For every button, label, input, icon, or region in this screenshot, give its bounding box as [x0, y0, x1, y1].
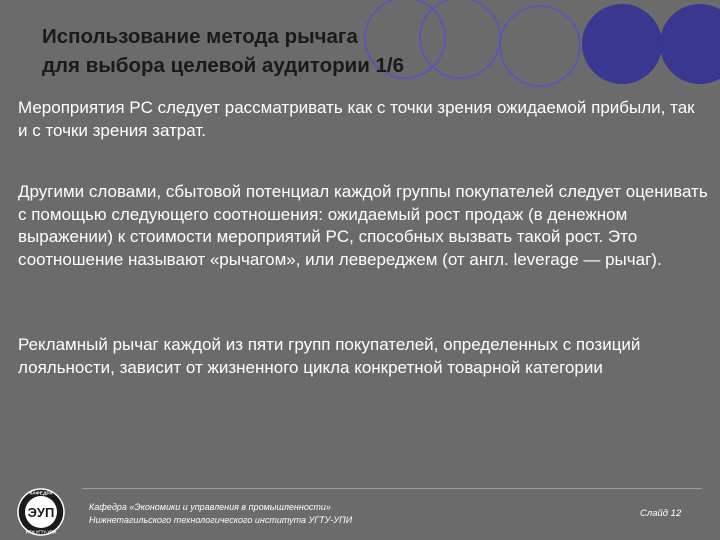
logo-top-text: КАФЕДРА	[29, 491, 53, 497]
title-line-1: Использование метода рычага	[42, 25, 358, 48]
page-title	[42, 22, 602, 80]
logo-bottom-text: НТИ УГТУ-УПИ	[26, 529, 56, 535]
paragraph-3: Рекламный рычаг каждой из пяти групп покупателей, определенных с позиций лояльности, зависит от жизненного цикла конкретной товарной категории	[18, 335, 641, 377]
footer-department-line-1: Кафедра «Экономики и управления в промышленности»	[89, 502, 331, 512]
slide-number: Слайд 12	[640, 508, 682, 519]
footer-department-line-2: Нижнетагильского технологического института УГТУ-УПИ	[89, 515, 353, 525]
department-logo	[10, 486, 72, 538]
footer-department	[89, 501, 509, 527]
footer-divider	[82, 488, 702, 489]
paragraph-1: Мероприятия PC следует рассматривать как с точки зрения ожидаемой прибыли, так и с точки зрения затрат.	[18, 98, 695, 140]
filled-circle-2	[660, 4, 720, 84]
paragraph-2: Другими словами, сбытовой потенциал каждой группы покупателей следует оценивать с помощью следующего соотношения: ожидаемый рост продаж (в денежном выражении) к стоимости мероприятий PC, способных вызвать такой рост. Это соотношение называют «рычагом», или левереджем (от англ. leverage — рычаг).	[18, 182, 708, 269]
title-line-2: для выбора целевой аудитории 1/6	[42, 54, 405, 77]
logo-main-text: ЭУП	[27, 505, 55, 520]
